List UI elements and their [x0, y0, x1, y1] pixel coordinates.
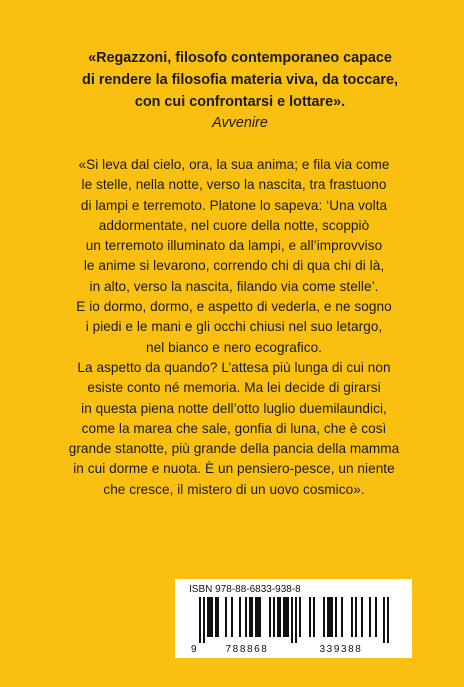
barcode-bar — [361, 597, 363, 637]
barcode-bar — [309, 597, 311, 637]
excerpt-line: le stelle, nella notte, verso la nascita, tra frastuono — [81, 177, 387, 193]
barcode-bar — [255, 597, 257, 637]
barcode-bar — [383, 597, 385, 643]
isbn-label: ISBN 978-88-6833-938-8 — [189, 584, 301, 595]
book-excerpt — [44, 155, 424, 500]
barcode-bar — [355, 597, 357, 637]
barcode-bar — [369, 597, 371, 637]
excerpt-line: nel bianco e nero ecografico. — [145, 339, 323, 355]
barcode-bar — [291, 597, 293, 643]
barcode-bar — [249, 597, 251, 637]
barcode-bar — [287, 597, 289, 637]
isbn-barcode — [175, 579, 412, 658]
barcode-bar — [259, 597, 261, 637]
excerpt-line: che cresce, il mistero di un uovo cosmico». — [103, 481, 365, 497]
barcode-bar — [351, 597, 353, 637]
excerpt-line: in cui dorme e nuota. È un pensiero-pesce, un niente — [73, 461, 395, 477]
barcode-bar — [341, 597, 343, 637]
barcode-bar — [199, 597, 201, 643]
barcode-bar — [203, 597, 205, 643]
barcode-bar — [207, 597, 209, 637]
barcode-bar — [225, 597, 227, 637]
excerpt-line: grande stanotte, più grande della pancia della mamma — [68, 441, 400, 457]
barcode-digits: 339388 — [319, 644, 363, 655]
excerpt-line: le anime si levarono, correndo chi di qua chi di là, — [83, 258, 385, 274]
excerpt-line: un terremoto illuminato da lampi, e all’improvviso — [85, 238, 383, 254]
barcode-bar — [277, 597, 279, 637]
excerpt-line: di lampi e terremoto. Platone lo sapeva: ‘Una volta — [80, 197, 388, 213]
barcode-bar — [331, 597, 333, 637]
review-line-2: di rendere la filosofia materia viva, da toccare, — [82, 72, 398, 88]
barcode-bar — [335, 597, 337, 637]
barcode-bar — [313, 597, 315, 637]
review-line-1: «Regazzoni, filosofo contemporaneo capace — [88, 50, 392, 66]
barcode-bar — [387, 597, 389, 643]
barcode-bar — [231, 597, 233, 637]
excerpt-line: E io dormo, dormo, e aspetto di vederla, e ne sogno — [76, 299, 392, 315]
barcode-bar — [283, 597, 285, 637]
barcode-bar — [329, 597, 331, 637]
barcode-bar — [279, 597, 281, 637]
excerpt-line: «Si leva dal cielo, ora, la sua anima; e fila via come — [78, 157, 390, 172]
barcode-bar — [209, 597, 211, 637]
barcode-bar — [239, 597, 241, 637]
barcode-bar — [285, 597, 287, 637]
barcode-bar — [257, 597, 259, 637]
review-quote — [60, 47, 420, 133]
excerpt-line: in questa piena notte dell’otto luglio duemilaundici, — [81, 400, 387, 416]
review-source: Avvenire — [212, 115, 268, 131]
barcode-bar — [269, 597, 271, 637]
excerpt-line: La aspetto da quando? L’attesa più lunga di cui non — [77, 359, 391, 375]
barcode-bar — [299, 597, 301, 637]
excerpt-line: esiste conto né memoria. Ma lei decide di girarsi — [87, 380, 381, 396]
barcode-bar — [251, 597, 253, 637]
excerpt-line: i piedi e le mani e gli occhi chiusi nel suo letargo, — [85, 319, 383, 335]
excerpt-line: addormentate, nel cuore della notte, scoppiò — [98, 217, 370, 233]
barcode-bar — [217, 597, 219, 637]
barcode-bar — [323, 597, 325, 637]
excerpt-line: in alto, verso la nascita, filando via come stelle’. — [89, 278, 379, 294]
barcode-digits: 788868 — [225, 644, 269, 655]
barcode-bar — [295, 597, 297, 643]
barcode-bar — [215, 597, 217, 637]
review-line-3: con cui confrontarsi e lottare». — [134, 94, 346, 110]
barcode-bar — [375, 597, 377, 637]
barcode-bar — [211, 597, 213, 637]
excerpt-line: come la marea che sale, gonfia di luna, che è così — [81, 420, 387, 436]
barcode-graphic — [185, 597, 403, 655]
barcode-bar — [245, 597, 247, 637]
barcode-bar — [273, 597, 275, 637]
barcode-digits: 9 — [191, 644, 199, 655]
barcode-bar — [327, 597, 329, 637]
